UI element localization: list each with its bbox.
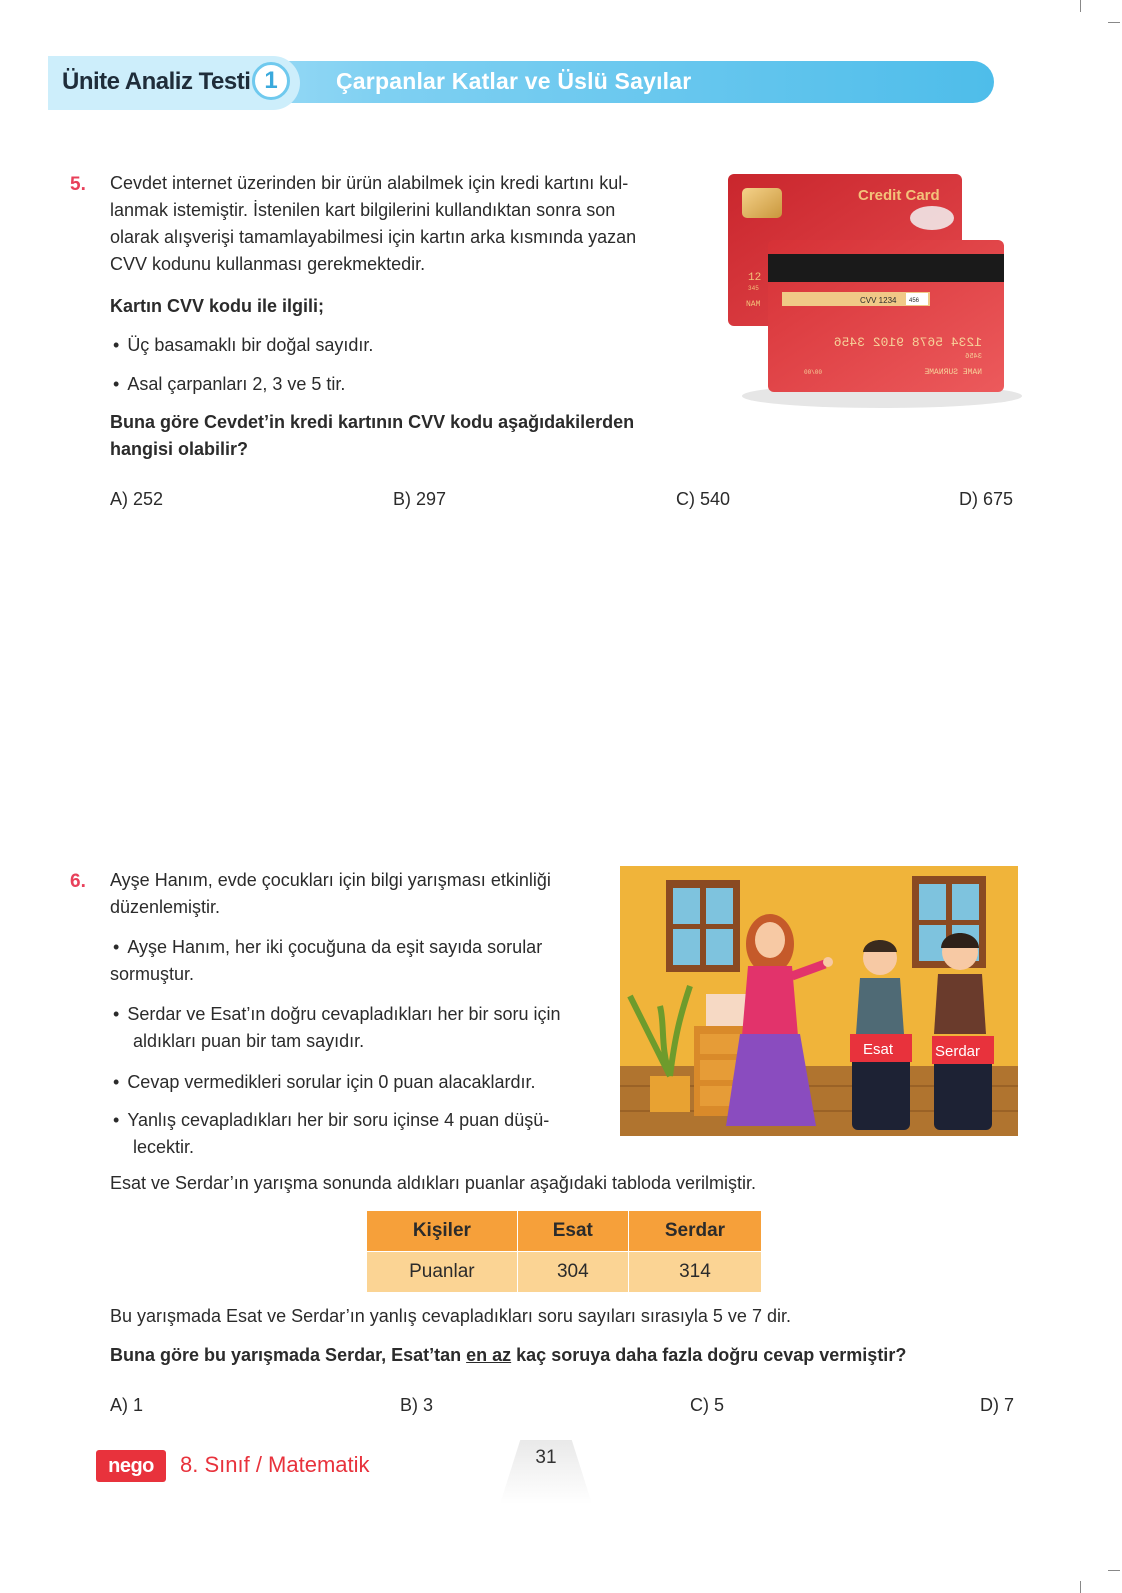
option-a[interactable]: A) 252 [110, 489, 164, 509]
card-number-partial: 12 [748, 272, 762, 284]
option-b[interactable]: B) 3 [400, 1395, 434, 1415]
question-5-prompt [110, 409, 634, 463]
cvv-text: CVV 1234 [860, 296, 897, 305]
option-c[interactable]: C) 540 [676, 489, 731, 509]
question-6-bullet [110, 934, 613, 988]
bullet-text: • Asal çarpanları 2, 3 ve 5 tir. [113, 374, 345, 394]
option-c[interactable]: C) 5 [690, 1395, 725, 1415]
footer-course: 8. Sınıf / Matematik [180, 1452, 370, 1477]
option-d[interactable]: D) 7 [980, 1395, 1015, 1415]
mirrored-small: 3456 [965, 353, 982, 361]
crop-mark [1108, 1570, 1120, 1571]
mirrored-valid: 00/00 [803, 369, 822, 376]
score-table-header-row [367, 1211, 762, 1252]
bullet-line: • Serdar ve Esat’ın doğru cevapladıkları her bir soru için [113, 1001, 613, 1028]
quiz-scene-illustration [620, 866, 1018, 1136]
stem-line: olarak alışverişi tamamlayabilmesi için kartın arka kısmında yazan [110, 227, 637, 247]
bullet-line: • Ayşe Hanım, her iki çocuğuna da eşit sayıda sorular [113, 934, 613, 961]
podium-serdar [932, 1036, 994, 1130]
credit-card-illustration [722, 168, 1022, 414]
prompt-line: Buna göre Cevdet’in kredi kartının CVV kodu aşağıdakilerden [110, 412, 635, 432]
prompt-line: hangisi olabilir? [110, 439, 249, 459]
podium-label-serdar: Serdar [935, 1043, 981, 1060]
question-5-bullet [113, 371, 345, 398]
option-d[interactable]: D) 675 [959, 489, 1014, 509]
stem-line: Cevdet internet üzerinden bir ürün alabilmek için kredi kartını kul- [110, 173, 629, 193]
option-b[interactable]: B) 297 [393, 489, 447, 509]
topic-title: Çarpanlar Katlar ve Üslü Sayılar [336, 68, 692, 94]
stem-line: lanmak istemiştir. İstenilen kart bilgilerini kullandıktan sonra son [110, 200, 616, 220]
bullet-line: sormuştur. [110, 964, 195, 984]
prompt-underlined: en az [466, 1345, 512, 1365]
mirrored-name: NAME SURNAME [924, 368, 982, 377]
test-number: 1 [264, 67, 278, 94]
bullet-text: • Üç basamaklı bir doğal sayıdır. [113, 335, 373, 355]
question-6-info: Bu yarışmada Esat ve Serdar’ın yanlış cevapladıkları soru sayıları sırasıyla 5 ve 7 dir. [110, 1306, 791, 1326]
publisher-logo: nego [96, 1450, 166, 1482]
question-5-bullet [113, 332, 373, 359]
cvv-code: 456 [909, 298, 920, 304]
magnetic-stripe [768, 254, 1004, 282]
table-header-cell: Esat [517, 1211, 628, 1252]
bullet-line: • Cevap vermedikleri sorular için 0 puan alacaklardır. [113, 1069, 613, 1096]
score-table [366, 1210, 762, 1293]
podium-label-esat: Esat [863, 1041, 894, 1058]
stem-line: Ayşe Hanım, evde çocukları için bilgi yarışması etkinliği [110, 870, 551, 890]
page-number: 31 [535, 1447, 557, 1468]
question-6-bullet [113, 1001, 613, 1055]
table-cell: Puanlar [367, 1252, 518, 1293]
card-label: Credit Card [858, 187, 940, 204]
bullet-line: lecektir. [133, 1137, 195, 1157]
table-header-cell: Kişiler [367, 1211, 518, 1252]
window-left [666, 880, 740, 972]
crop-mark [1080, 0, 1081, 12]
prompt-post: kaç soruya daha fazla doğru cevap vermiştir? [511, 1345, 907, 1365]
option-a[interactable]: A) 1 [110, 1395, 144, 1415]
stem-line: düzenlemiştir. [110, 897, 221, 917]
crop-mark [1080, 1581, 1081, 1593]
table-cell: 304 [517, 1252, 628, 1293]
podium-esat [850, 1034, 912, 1130]
question-6-number: 6. [70, 871, 86, 892]
question-6-bullet [113, 1069, 613, 1096]
question-6-stem [110, 867, 610, 921]
table-cell: 314 [628, 1252, 761, 1293]
table-row [367, 1252, 762, 1293]
table-header-cell: Serdar [628, 1211, 761, 1252]
hologram-icon [910, 206, 954, 230]
bullet-line: aldıkları puan bir tam sayıdır. [133, 1031, 365, 1051]
bullet-line: • Yanlış cevapladıkları her bir soru içinse 4 puan düşü- [113, 1107, 613, 1134]
question-6-prompt [110, 1342, 1030, 1369]
question-6-bullet [113, 1107, 613, 1161]
prompt-pre: Buna göre bu yarışmada Serdar, Esat’tan [110, 1345, 467, 1365]
card-name-partial: NAM [746, 300, 761, 309]
mirrored-card-number: 1234 5678 9102 3456 [833, 335, 982, 350]
chip-icon [742, 188, 782, 218]
stem-line: CVV kodunu kullanması gerekmektedir. [110, 254, 426, 274]
crop-mark [1108, 22, 1120, 23]
unit-test-title: Ünite Analiz Testi [62, 68, 251, 95]
question-5-stem [110, 170, 700, 278]
question-5-lead: Kartın CVV kodu ile ilgili; [110, 296, 325, 316]
card-small-partial: 345 [748, 285, 759, 292]
question-5-number: 5. [70, 174, 86, 195]
table-intro: Esat ve Serdar’ın yarışma sonunda aldıkları puanlar aşağıdaki tabloda verilmiştir. [110, 1173, 756, 1193]
